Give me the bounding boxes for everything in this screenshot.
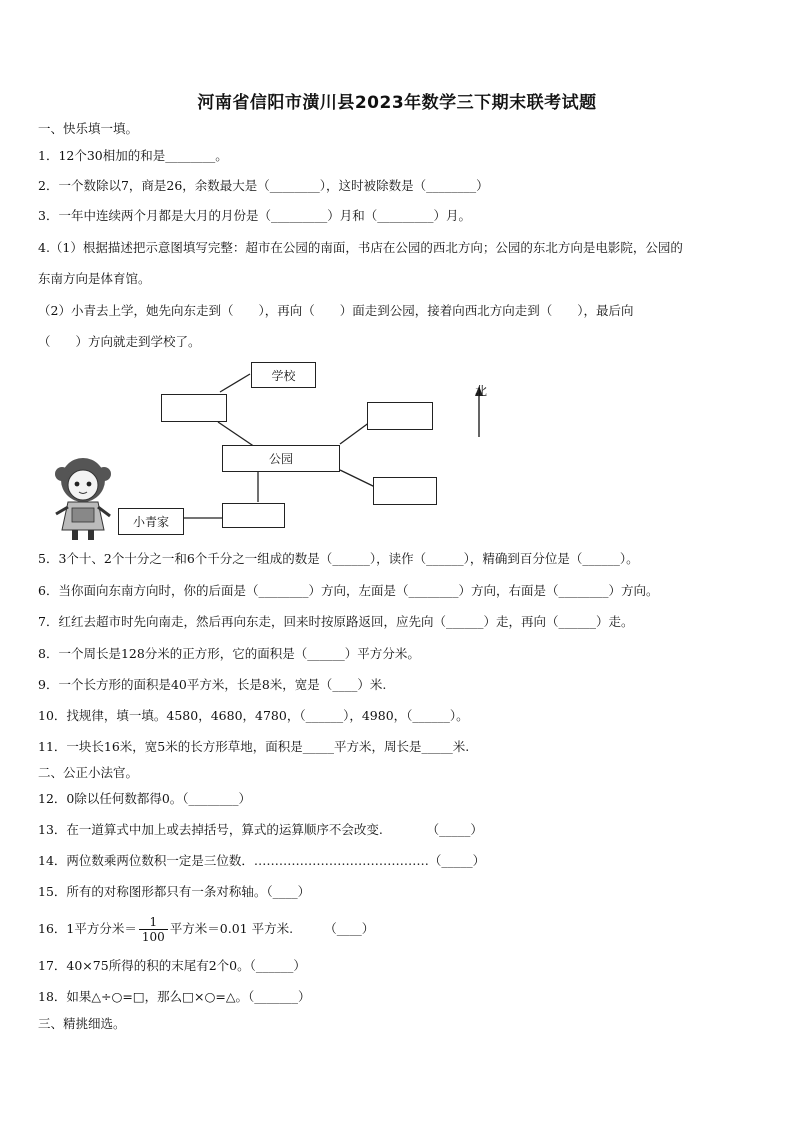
map-diagram <box>40 352 560 542</box>
supermarket-blank-box <box>222 503 285 528</box>
cinema-blank-box <box>367 402 433 430</box>
section-3-heading: 三、精挑细选。 <box>38 1016 126 1031</box>
question-16 <box>38 914 374 944</box>
fraction-one-hundredth <box>139 915 168 944</box>
question-8: 8．一个周长是128分米的正方形，它的面积是（______）平方分米。 <box>38 646 420 661</box>
question-17: 17．40×75所得的积的末尾有2个0。（______） <box>38 958 306 973</box>
question-12: 12．0除以任何数都得0。（________） <box>38 791 252 806</box>
gym-blank-box <box>373 477 437 505</box>
girl-illustration <box>50 452 120 542</box>
question-4-line-3: （2）小青去上学，她先向东走到（ ），再向（ ）面走到公园，接着向西北方向走到（ ），最后向 <box>38 303 634 318</box>
north-label: 北 <box>475 384 488 398</box>
question-13: 13．在一道算式中加上或去掉括号，算式的运算顺序不会改变. （_____） <box>38 822 483 837</box>
question-14: 14．两位数乘两位数积一定是三位数．……………………………………（_____） <box>38 853 486 868</box>
question-3: 3．一年中连续两个月都是大月的月份是（_________）月和（_________）月。 <box>38 208 471 223</box>
question-6: 6．当你面向东南方向时，你的后面是（________）方向，左面是（________）方向，右面是（________）方向。 <box>38 583 659 598</box>
home-box: 小青家 <box>118 508 184 535</box>
question-2: 2．一个数除以7，商是26，余数最大是（________），这时被除数是（________） <box>38 178 489 193</box>
question-15: 15．所有的对称图形都只有一条对称轴。（____） <box>38 884 311 899</box>
question-16-suffix: 平方米＝0.01 平方米. （____） <box>169 921 375 936</box>
question-5: 5．3个十、2个十分之一和6个千分之一组成的数是（______），读作（______），精确到百分位是（______）。 <box>38 551 639 566</box>
question-11: 11．一块长16米，宽5米的长方形草地，面积是_____平方米，周长是_____米. <box>38 739 470 754</box>
question-4-line-1: 4.（1）根据描述把示意图填写完整：超市在公园的南面，书店在公园的西北方向；公园的东北方向是电影院，公园的 <box>38 240 683 255</box>
question-18: 18．如果△÷○=□，那么□×○=△。（_______） <box>38 989 311 1004</box>
fraction-numerator: 1 <box>139 915 168 930</box>
question-10: 10．找规律，填一填。4580，4680，4780，（______），4980，（______）。 <box>38 708 469 723</box>
question-4-line-4: （ ）方向就走到学校了。 <box>38 334 201 349</box>
section-2-heading: 二、公正小法官。 <box>38 765 139 780</box>
question-1: 1．12个30相加的和是________。 <box>38 148 228 163</box>
question-9: 9．一个长方形的面积是40平方米，长是8米，宽是（____）米. <box>38 677 387 692</box>
school-box: 学校 <box>251 362 316 388</box>
question-7: 7．红红去超市时先向南走，然后再向东走，回来时按原路返回，应先向（______）走，再向（______）走。 <box>38 614 634 629</box>
bookstore-blank-box <box>161 394 227 422</box>
section-1-heading: 一、快乐填一填。 <box>38 121 139 136</box>
fraction-denominator: 100 <box>141 930 165 944</box>
question-16-prefix: 16．1平方分米＝ <box>38 921 137 936</box>
page-title: 河南省信阳市潢川县2023年数学三下期末联考试题 <box>197 93 597 113</box>
question-4-line-2: 东南方向是体育馆。 <box>38 271 151 286</box>
park-box: 公园 <box>222 445 340 472</box>
